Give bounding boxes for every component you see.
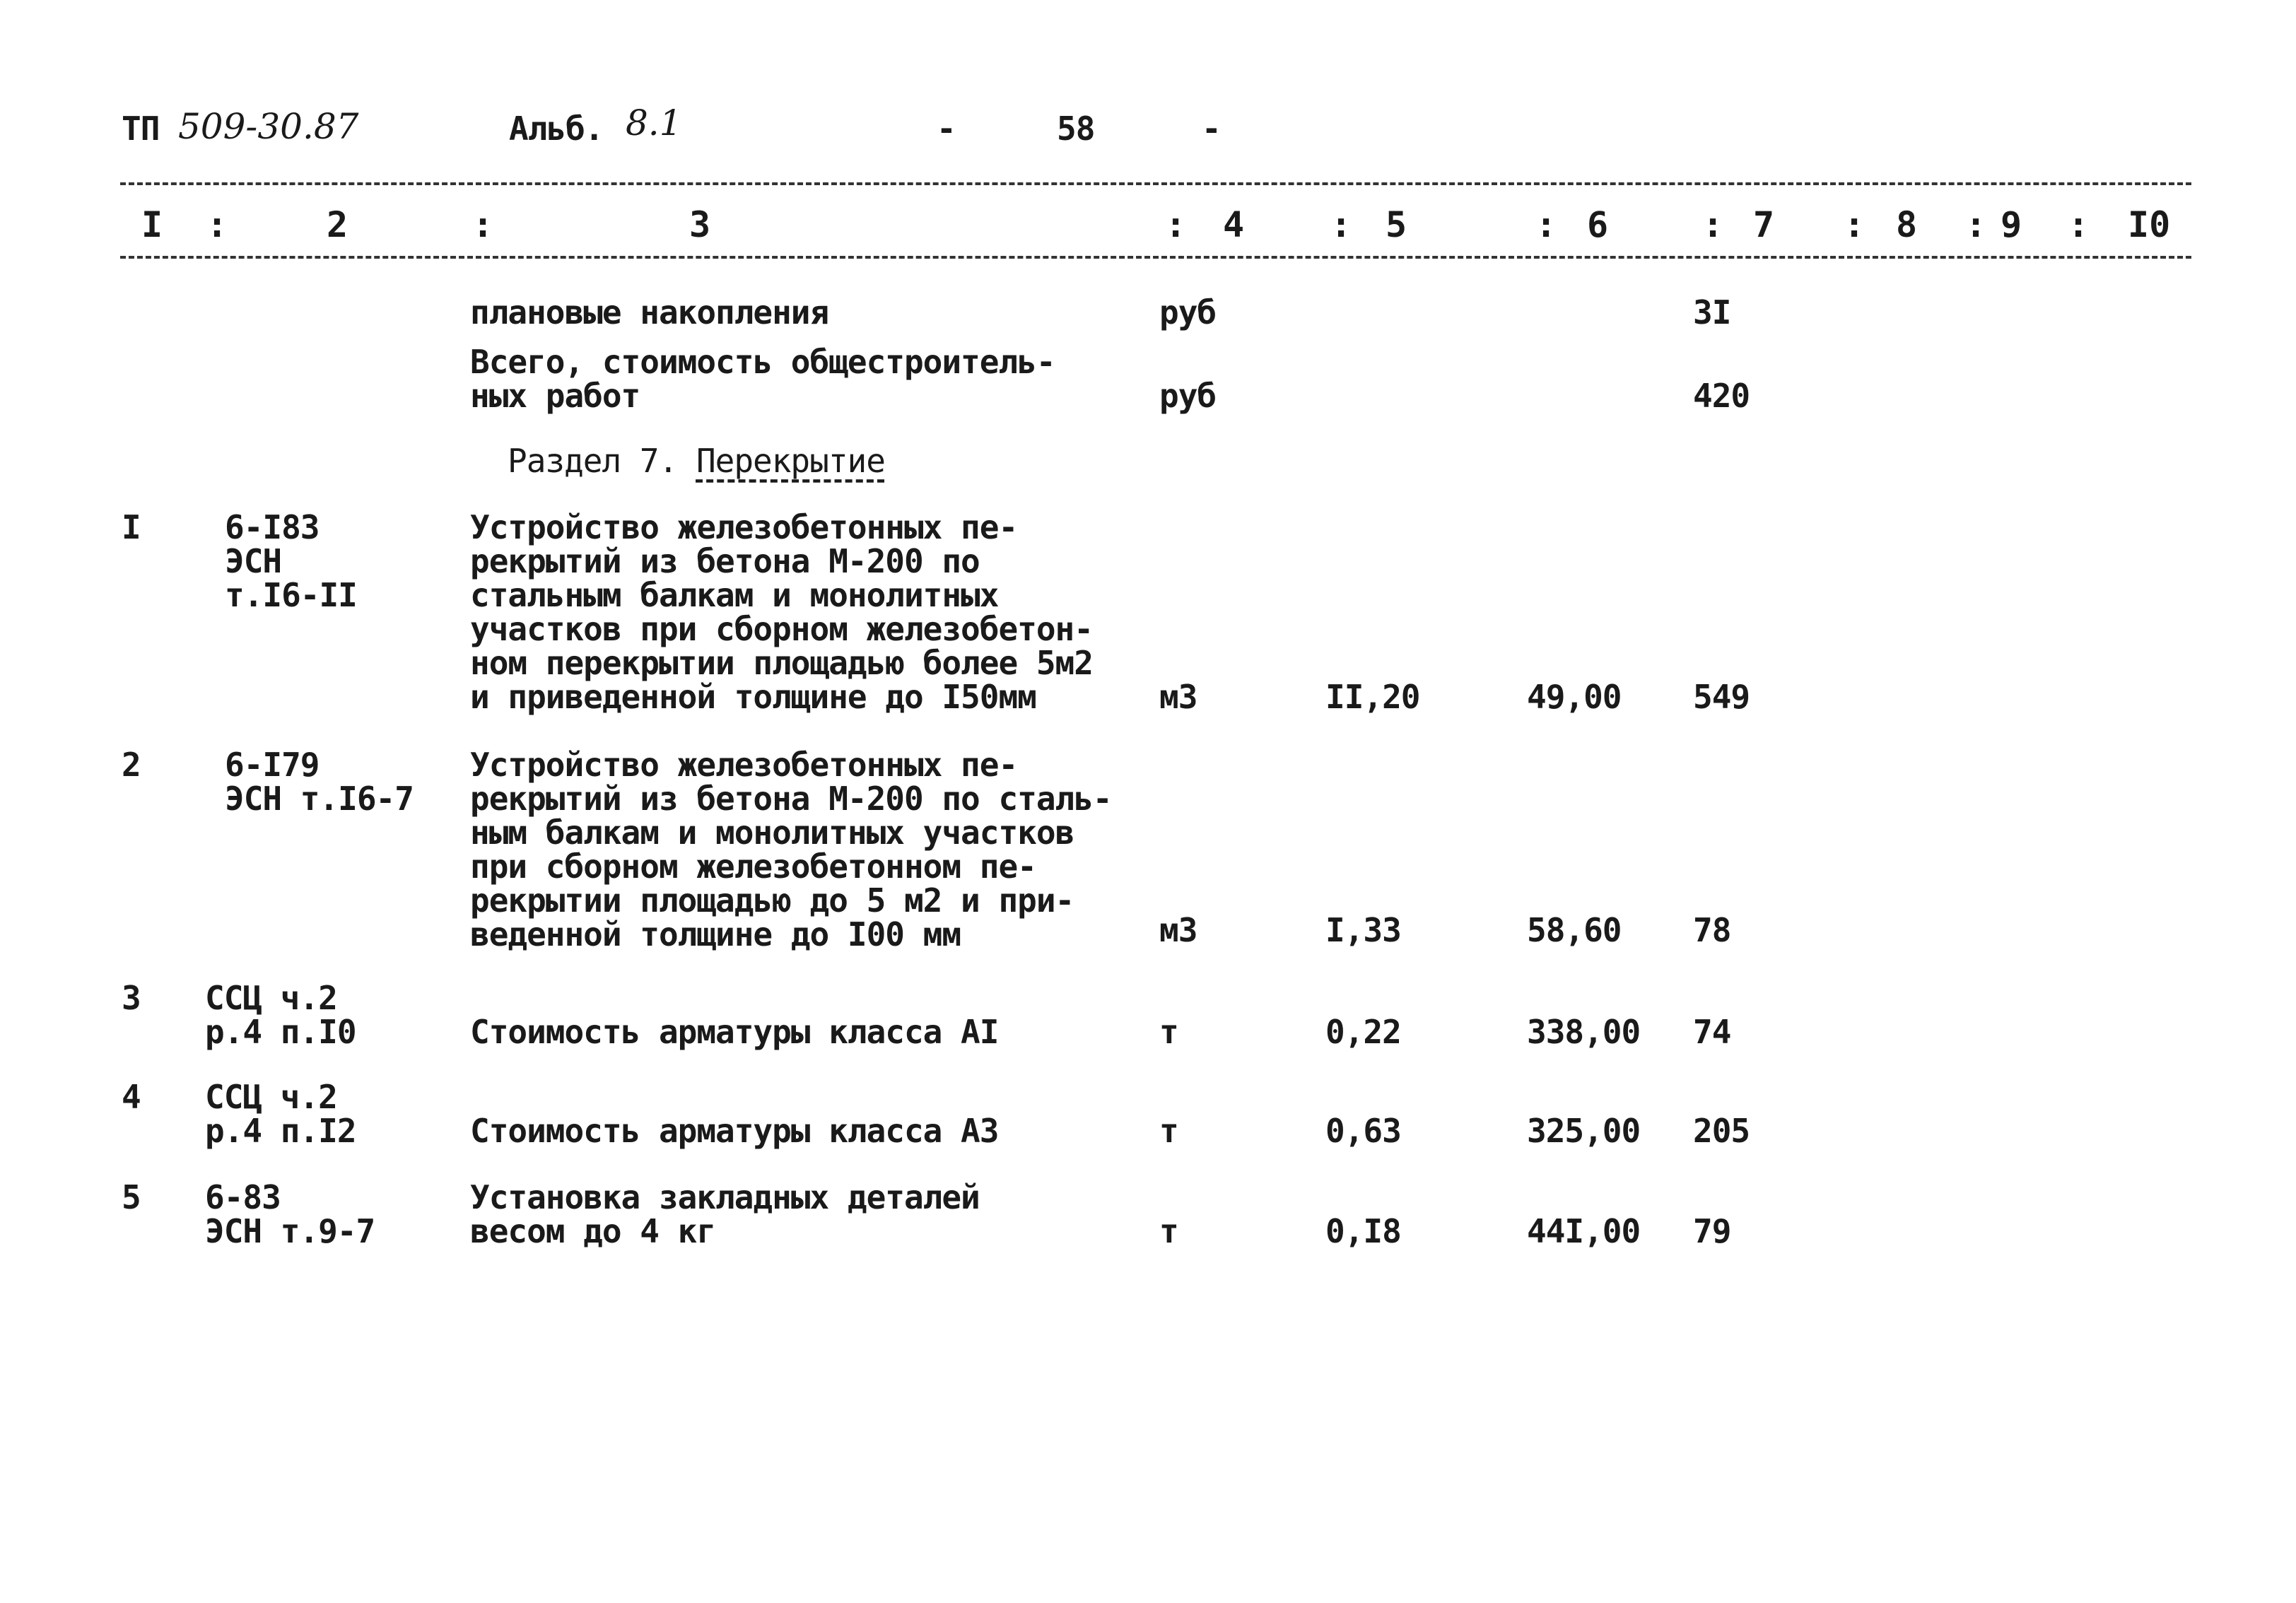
page-dash-left: -	[937, 110, 956, 148]
series-prefix: ТП	[122, 110, 160, 148]
column-header-6: 6	[1587, 204, 1609, 245]
row-unit-price: 338,00	[1527, 1013, 1641, 1051]
row-code: 6-83 ЭСН т.9-7	[205, 1178, 375, 1250]
series-number: 509-30.87	[178, 106, 359, 147]
column-separator: :	[1535, 204, 1557, 245]
row-number: 3	[122, 979, 141, 1017]
row-description: Установка закладных деталей весом до 4 кг	[470, 1178, 980, 1250]
carry-row-unit: руб	[1159, 293, 1217, 331]
carry-row-description: Всего, стоимость общестроитель- ных работ	[470, 343, 1055, 415]
row-unit-price: 49,00	[1527, 678, 1622, 716]
row-quantity: 0,22	[1325, 1013, 1401, 1051]
row-number: I	[122, 508, 141, 546]
row-unit-price: 44I,00	[1527, 1212, 1641, 1250]
column-separator: :	[1330, 204, 1352, 245]
column-separator: :	[1702, 204, 1724, 245]
page-dash-right: -	[1202, 110, 1221, 148]
column-separator: :	[206, 204, 228, 245]
row-code: ССЦ ч.2 р.4 п.I2	[205, 1078, 356, 1150]
column-header-1: I	[141, 204, 163, 245]
row-unit: т	[1159, 1212, 1178, 1250]
row-unit-price: 58,60	[1527, 911, 1622, 949]
row-unit: т	[1159, 1112, 1178, 1150]
row-unit: т	[1159, 1013, 1178, 1051]
column-separator: :	[2068, 204, 2090, 245]
row-description: Устройство железобетонных пе- рекрытий из бетона М-200 по стальным балкам и монолитных участков при сборном железобетон- ном перекрытии площадью более 5м2 и приведенной толщине до I50мм	[470, 508, 1093, 716]
header-bottom-rule	[120, 256, 2191, 259]
row-total: 549	[1693, 678, 1750, 716]
row-number: 5	[122, 1178, 141, 1216]
column-header-7: 7	[1753, 204, 1775, 245]
row-quantity: II,20	[1325, 678, 1420, 716]
row-quantity: 0,63	[1325, 1112, 1401, 1150]
section-title-prefix: Раздел 7.	[508, 442, 678, 480]
row-code: ССЦ ч.2 р.4 п.I0	[205, 979, 356, 1051]
header-top-rule	[120, 182, 2191, 185]
column-header-3: 3	[689, 204, 711, 245]
column-header-5: 5	[1386, 204, 1407, 245]
row-code: 6-I83 ЭСН т.I6-II	[225, 508, 357, 614]
row-unit: м3	[1159, 911, 1197, 949]
row-unit-price: 325,00	[1527, 1112, 1641, 1150]
row-description: Стоимость арматуры класса А3	[470, 1112, 999, 1150]
row-quantity: 0,I8	[1325, 1212, 1401, 1250]
page-number: 58	[1057, 110, 1095, 148]
row-number: 4	[122, 1078, 141, 1116]
carry-row-total: 3I	[1693, 293, 1731, 331]
column-separator: :	[1165, 204, 1187, 245]
carry-row-total: 420	[1693, 377, 1750, 415]
column-header-9: 9	[2001, 204, 2022, 245]
album-label: Альб.	[509, 110, 604, 148]
carry-row-description: плановые накопления	[470, 293, 829, 331]
column-header-10: I0	[2128, 204, 2171, 245]
row-description: Устройство железобетонных пе- рекрытий из бетона М-200 по сталь- ным балкам и монолитных участков при сборном железобетонном пе- рекрытии площадью до 5 м2 и при- веденной толщине до I00 мм	[470, 746, 1112, 953]
album-number: 8.1	[626, 102, 682, 143]
row-total: 79	[1693, 1212, 1731, 1250]
row-number: 2	[122, 746, 141, 784]
column-separator: :	[1844, 204, 1866, 245]
column-header-4: 4	[1223, 204, 1245, 245]
column-header-8: 8	[1896, 204, 1918, 245]
column-separator: :	[1965, 204, 1987, 245]
row-quantity: I,33	[1325, 911, 1401, 949]
row-description: Стоимость арматуры класса АI	[470, 1013, 999, 1051]
column-header-2: 2	[327, 204, 348, 245]
section-title-name: Перекрытие	[696, 442, 885, 480]
row-total: 205	[1693, 1112, 1750, 1150]
row-total: 78	[1693, 911, 1731, 949]
row-total: 74	[1693, 1013, 1731, 1051]
section-title	[508, 444, 885, 478]
row-unit: м3	[1159, 678, 1197, 716]
column-separator: :	[472, 204, 494, 245]
row-code: 6-I79 ЭСН т.I6-7	[225, 746, 414, 818]
carry-row-unit: руб	[1159, 377, 1217, 415]
